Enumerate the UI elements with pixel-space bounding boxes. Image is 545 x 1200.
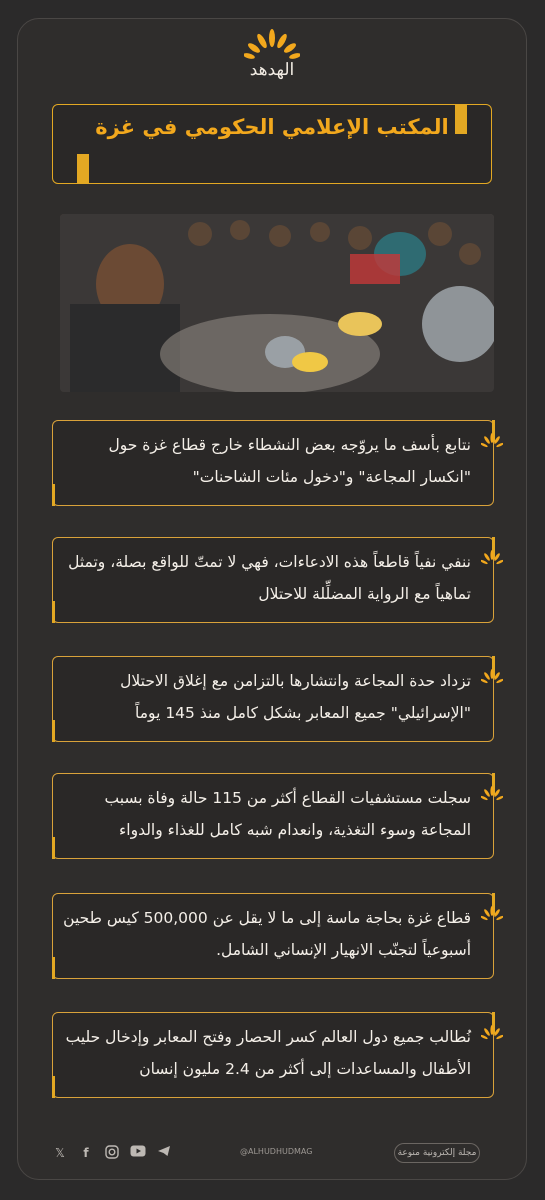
statement-text: نُطالب جميع دول العالم كسر الحصار وفتح المعابر وإدخال حليب الأطفال والمساعدات إلى أكثر من 2.4 مليون إنسان (65, 1028, 471, 1078)
title-accent-bar (77, 154, 89, 184)
statement-card-1 (52, 420, 494, 506)
statement-card-4 (52, 773, 494, 859)
statement-text: سجلت مستشفيات القطاع أكثر من 115 حالة وفاة بسبب المجاعة وسوء التغذية، وانعدام شبه كامل للغذاء والدواء (104, 789, 471, 839)
sunburst-bullet-icon (481, 431, 503, 453)
card-edge (52, 484, 55, 506)
footer (40, 1143, 506, 1167)
statement-card-2 (52, 537, 494, 623)
magazine-badge: مجلة إلكترونية منوعة (394, 1143, 480, 1163)
statement-card-5 (52, 893, 494, 979)
card-edge (52, 601, 55, 623)
card-edge (52, 957, 55, 979)
statement-text: تزداد حدة المجاعة وانتشارها بالتزامن مع إغلاق الاحتلال "الإسرائيلي" جميع المعابر بشكل كامل منذ 145 يوماً (120, 672, 471, 722)
card-edge (52, 720, 55, 742)
telegram-icon[interactable] (156, 1145, 172, 1161)
sunburst-bullet-icon (481, 548, 503, 570)
brand-logo (232, 28, 312, 98)
photo-illustration (60, 214, 494, 392)
statement-text: ننفي نفياً قاطعاً هذه الادعاءات، فهي لا تمتّ للواقع بصلة، وتمثل تماهياً مع الرواية المضلِّلة للاحتلال (68, 553, 471, 603)
facebook-icon[interactable]: f (83, 1146, 89, 1160)
x-icon[interactable]: 𝕏 (55, 1146, 65, 1160)
statement-text: نتابع بأسف ما يروّجه بعض النشطاء خارج قطاع غزة حول "انكسار المجاعة" و"دخول مئات الشاحنات" (108, 436, 471, 486)
statement-text: قطاع غزة بحاجة ماسة إلى ما لا يقل عن 500,000 كيس طحين أسبوعياً لتجنّب الانهيار الإنساني الشامل. (63, 909, 471, 959)
logo-text: الهدهد (249, 60, 295, 80)
sunburst-icon (244, 28, 300, 62)
news-photo (60, 214, 494, 392)
page-title: المكتب الإعلامي الحكومي في غزة (95, 115, 449, 139)
sunburst-bullet-icon (481, 784, 503, 806)
youtube-icon[interactable] (130, 1145, 146, 1161)
card-edge (52, 1076, 55, 1098)
instagram-icon[interactable] (104, 1145, 120, 1161)
sunburst-bullet-icon (481, 1023, 503, 1045)
statement-card-3 (52, 656, 494, 742)
social-handle: @ALHUDHUDMAG (240, 1147, 313, 1156)
social-links (52, 1145, 172, 1161)
card-edge (52, 837, 55, 859)
sunburst-bullet-icon (481, 667, 503, 689)
title-box (52, 104, 492, 184)
sunburst-bullet-icon (481, 904, 503, 926)
statement-card-6 (52, 1012, 494, 1098)
